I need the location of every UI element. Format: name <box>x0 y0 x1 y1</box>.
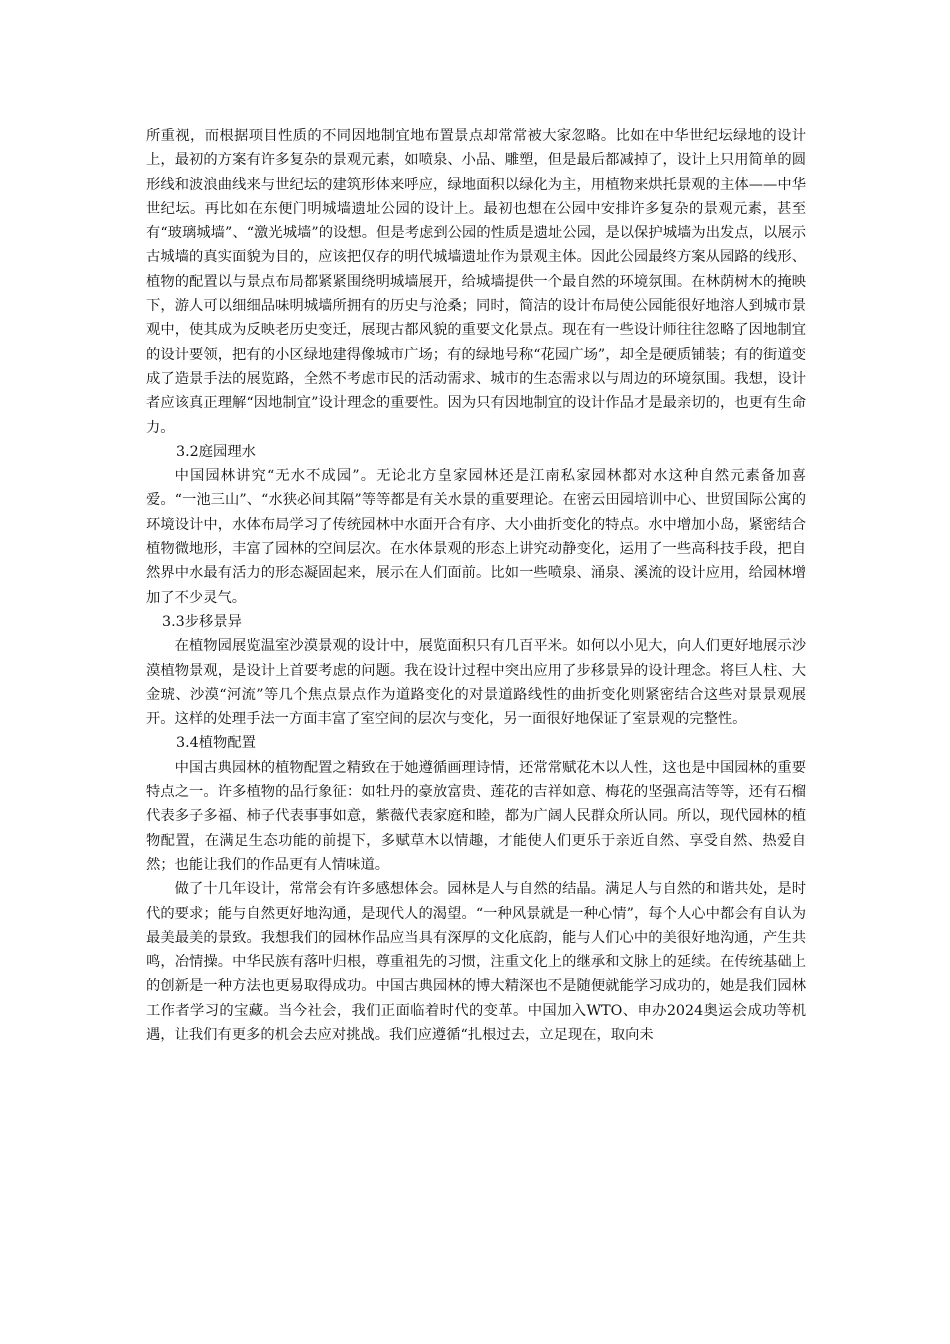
paragraph-plant-configuration: 中国古典园林的植物配置之精致在于她遵循画理诗情，还常常赋花木以人性，这也是中国园林的重要特点之一。许多植物的品行象征：如牡丹的豪放富贵、莲花的吉祥如意、梅花的坚强高洁等等，还有石榴代表多子多福、柿子代表事事如意，紫薇代表家庭和睦，都为广阔人民群众所认同。所以，现代园林的植物配置，在满足生态功能的前提下，多赋草木以情趣，才能使人们更乐于亲近自然、享受自然、热爱自然；也能让我们的作品更有人情味道。 <box>146 759 806 873</box>
section-heading-changing-scenery: 3.3步移景异 <box>162 613 242 630</box>
section-heading-water-features: 3.2庭园理水 <box>176 443 256 460</box>
paragraph-changing-scenery: 在植物园展览温室沙漠景观的设计中，展览面积只有几百平米。如何以小见大，向人们更好地展示沙漠植物景观，是设计上首要考虑的问题。我在设计过程中突出应用了步移景异的设计理念。将巨人柱、大金琥、沙漠“河流”等几个焦点景点作为道路变化的对景道路线性的曲折变化则紧密结合这些对景景观展开。这样的处理手法一方面丰富了室空间的层次与变化，另一面很好地保证了室景观的完整性。 <box>146 638 806 728</box>
document-body <box>146 124 806 1047</box>
paragraph-water-features: 中国园林讲究“无水不成园”。无论北方皇家园林还是江南私家园林都对水这种自然元素备加喜爱。“一池三山”、“水狭必间其隔”等等都是有关水景的重要理论。在密云田园培训中心、世贸国际公寓的环境设计中，水体布局学习了传统园林中水面开合有序、大小曲折变化的特点。水中增加小岛，紧密结合植物微地形，丰富了园林的空间层次。在水体景观的形态上讲究动静变化，运用了一些高科技手段，把自然界中水最有活力的形态凝固起来，展示在人们面前。比如一些喷泉、涌泉、溪流的设计应用，给园林增加了不少灵气。 <box>146 468 806 606</box>
section-heading-plant-configuration: 3.4植物配置 <box>176 735 256 752</box>
paragraph-reflections: 做了十几年设计，常常会有许多感想体会。园林是人与自然的结晶。满足人与自然的和谐共处，是时代的要求；能与自然更好地沟通，是现代人的渴望。“一种风景就是一种心情”，每个人心中都会有自认为最美最美的景致。我想我们的园林作品应当具有深厚的文化底韵，能与人们心中的美很好地沟通，产生共鸣，冶情操。中华民族有落叶归根，尊重祖先的习惯，注重文化上的继承和文脉上的延续。在传统基础上的创新是一种方法也更易取得成功。中国古典园林的博大精深也不是随便就能学习成功的，她是我们园林工作者学习的宝藏。当今社会，我们正面临着时代的变革。中国加入WTO、申办2024奥运会成功等机遇，让我们有更多的机会去应对挑战。我们应遵循“扎根过去，立足现在，取向未 <box>146 881 806 1043</box>
paragraph-site-adaptation: 所重视，而根据项目性质的不同因地制宜地布置景点却常常被大家忽略。比如在中华世纪坛绿地的设计上，最初的方案有许多复杂的景观元素，如喷泉、小品、雕塑，但是最后都减掉了，设计上只用简单的圆形线和波浪曲线来与世纪坛的建筑形体来呼应，绿地面积以绿化为主，用植物来烘托景观的主体——中华世纪坛。再比如在东便门明城墙遗址公园的设计上。最初也想在公园中安排许多复杂的景观元素，甚至有“玻璃城墙”、“激光城墙”的设想。但是考虑到公园的性质是遗址公园，是以保护城墙为出发点，以展示古城墙的真实面貌为目的，应该把仅存的明代城墙遗址作为景观主体。因此公园最终方案从园路的线形、植物的配置以与景点布局都紧紧围绕明城墙展开，给城墙提供一个最自然的环境氛围。在林荫树木的掩映下，游人可以细细品味明城墙所拥有的历史与沧桑；同时，简洁的设计布局使公园能很好地溶人到城市景观中，使其成为反映老历史变迁，展现古都风貌的重要文化景点。现在有一些设计师往往忽略了因地制宜的设计要领，把有的小区绿地建得像城市广场；有的绿地号称“花园广场”，却全是硬质铺装；有的街道变成了造景手法的展览路，全然不考虑市民的活动需求、城市的生态需求以与周边的环境氛围。我想，设计者应该真正理解“因地制宜”设计理念的重要性。因为只有因地制宜的设计作品才是最亲切的，也更有生命力。 <box>146 128 806 436</box>
